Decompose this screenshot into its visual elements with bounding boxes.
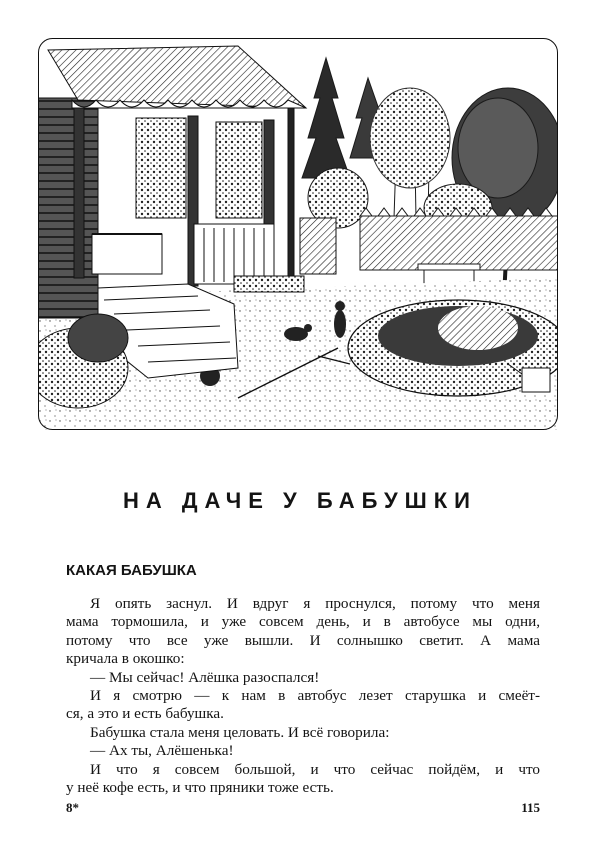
text-line: — Мы сейчас! Алёшка разоспался! [90, 668, 320, 686]
text-line: — Ах ты, Алёшенька! [90, 742, 234, 760]
story-text [66, 595, 540, 797]
text-line: И я смотрю — к нам в автобус лезет старушка и смеёт- [90, 687, 540, 705]
flower-bed [348, 300, 558, 396]
text-line: И что я совсем большой, и что сейчас пойдём, и что [90, 760, 540, 778]
signature-mark: 8* [66, 800, 79, 815]
text-line: у неё кофе есть, и что пряники тоже есть. [66, 779, 334, 797]
section-title: КАКАЯ БАБУШКА [66, 562, 197, 579]
dacha-illustration [38, 38, 558, 430]
text-line: мама тормошила, и уже совсем день, и в автобусе мы одни, [66, 613, 540, 631]
text-line: потому что все уже вышли. И солнышко светит. А мама [66, 631, 540, 649]
text-line: Бабушка стала меня целовать. И всё говорила: [90, 723, 390, 741]
text-line: Я опять заснул. И вдруг я проснулся, потому что меня [90, 595, 540, 612]
text-line: ся, а это и есть бабушка. [66, 705, 224, 723]
text-line: кричала в окошко: [66, 650, 185, 668]
page-number: 115 [521, 800, 540, 815]
chapter-title: НА ДАЧЕ У БАБУШКИ [123, 488, 477, 513]
